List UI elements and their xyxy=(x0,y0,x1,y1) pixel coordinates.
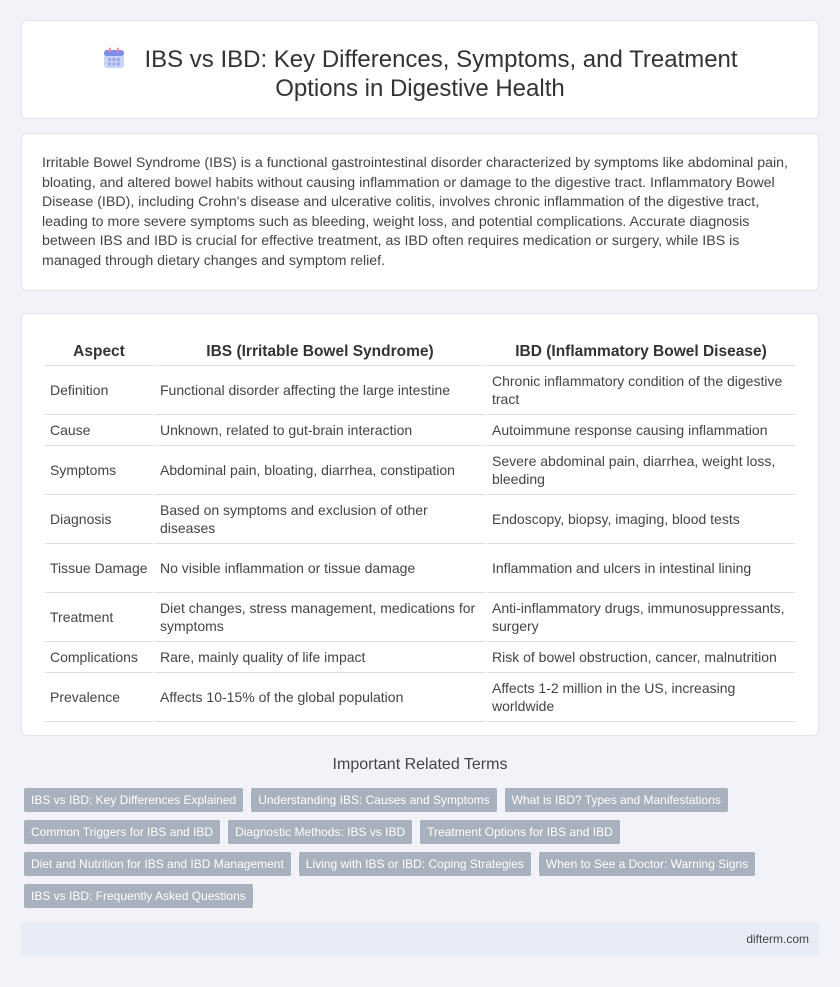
intro-card xyxy=(21,133,819,291)
related-terms-tags xyxy=(24,788,784,916)
row-aspect: Tissue Damage xyxy=(45,544,153,593)
related-term-link[interactable]: Understanding IBS: Causes and Symptoms xyxy=(251,788,496,812)
footer-site-link[interactable]: difterm.com xyxy=(746,932,809,946)
row-aspect: Complications xyxy=(45,642,153,673)
related-terms-title: Important Related Terms xyxy=(332,756,508,773)
row-ibd: Affects 1-2 million in the US, increasing worldwide xyxy=(487,673,795,722)
row-ibs: No visible inflammation or tissue damage xyxy=(155,544,485,593)
row-aspect: Definition xyxy=(45,366,153,415)
header-aspect: Aspect xyxy=(45,334,153,366)
row-ibd: Chronic inflammatory condition of the digestive tract xyxy=(487,366,795,415)
header-ibs: IBS (Irritable Bowel Syndrome) xyxy=(155,334,485,366)
related-term-link[interactable]: IBS vs IBD: Key Differences Explained xyxy=(24,788,243,812)
row-ibd: Endoscopy, biopsy, imaging, blood tests xyxy=(487,495,795,544)
related-term-link[interactable]: When to See a Doctor: Warning Signs xyxy=(539,852,755,876)
row-ibs: Diet changes, stress management, medications for symptoms xyxy=(155,593,485,642)
row-ibd: Risk of bowel obstruction, cancer, malnutrition xyxy=(487,642,795,673)
row-aspect: Treatment xyxy=(45,593,153,642)
related-term-link[interactable]: What is IBD? Types and Manifestations xyxy=(505,788,728,812)
row-aspect: Symptoms xyxy=(45,446,153,495)
table-row xyxy=(45,446,795,495)
row-ibs: Functional disorder affecting the large intestine xyxy=(155,366,485,415)
table-row xyxy=(45,673,795,722)
header-ibd: IBD (Inflammatory Bowel Disease) xyxy=(487,334,795,366)
header-card xyxy=(21,20,819,119)
related-term-link[interactable]: Treatment Options for IBS and IBD xyxy=(420,820,620,844)
table-row xyxy=(45,366,795,415)
related-term-link[interactable]: IBS vs IBD: Frequently Asked Questions xyxy=(24,884,253,908)
intro-paragraph: Irritable Bowel Syndrome (IBS) is a functional gastrointestinal disorder characterized by symptoms like abdominal pain, bloating, and altered bowel habits without causing inflammation or damage to the digestive tract. Inflammatory Bowel Disease (IBD), including Crohn's disease and ulcerative colitis, involves chronic inflammation of the digestive tract, leading to more severe symptoms such as bleeding, weight loss, and potential complications. Accurate diagnosis between IBS and IBD is crucial for effective treatment, as IBD often requires medication or surgery, while IBS is managed through dietary changes and symptom relief. xyxy=(42,155,788,269)
row-ibd: Anti-inflammatory drugs, immunosuppressants, surgery xyxy=(487,593,795,642)
row-ibs: Affects 10-15% of the global population xyxy=(155,673,485,722)
related-term-link[interactable]: Diet and Nutrition for IBS and IBD Management xyxy=(24,852,291,876)
table-row xyxy=(45,415,795,446)
related-term-link[interactable]: Living with IBS or IBD: Coping Strategies xyxy=(299,852,531,876)
row-aspect: Diagnosis xyxy=(45,495,153,544)
comparison-table-card xyxy=(21,313,819,736)
row-ibd: Severe abdominal pain, diarrhea, weight loss, bleeding xyxy=(487,446,795,495)
table-row xyxy=(45,495,795,544)
row-ibs: Based on symptoms and exclusion of other diseases xyxy=(155,495,485,544)
table-header-row xyxy=(45,334,795,366)
table-row xyxy=(45,642,795,673)
table-row xyxy=(45,593,795,642)
related-term-link[interactable]: Diagnostic Methods: IBS vs IBD xyxy=(228,820,412,844)
table-row xyxy=(45,544,795,593)
page-title-text: IBS vs IBD: Key Differences, Symptoms, and Treatment Options in Digestive Health xyxy=(144,46,738,102)
page-title xyxy=(22,45,818,103)
footer xyxy=(21,922,819,957)
row-ibd: Inflammation and ulcers in intestinal lining xyxy=(487,544,795,593)
row-ibd: Autoimmune response causing inflammation xyxy=(487,415,795,446)
comparison-table xyxy=(43,334,797,722)
row-ibs: Rare, mainly quality of life impact xyxy=(155,642,485,673)
row-ibs: Abdominal pain, bloating, diarrhea, constipation xyxy=(155,446,485,495)
calendar-icon xyxy=(102,46,126,70)
related-term-link[interactable]: Common Triggers for IBS and IBD xyxy=(24,820,220,844)
row-aspect: Prevalence xyxy=(45,673,153,722)
row-ibs: Unknown, related to gut-brain interaction xyxy=(155,415,485,446)
row-aspect: Cause xyxy=(45,415,153,446)
